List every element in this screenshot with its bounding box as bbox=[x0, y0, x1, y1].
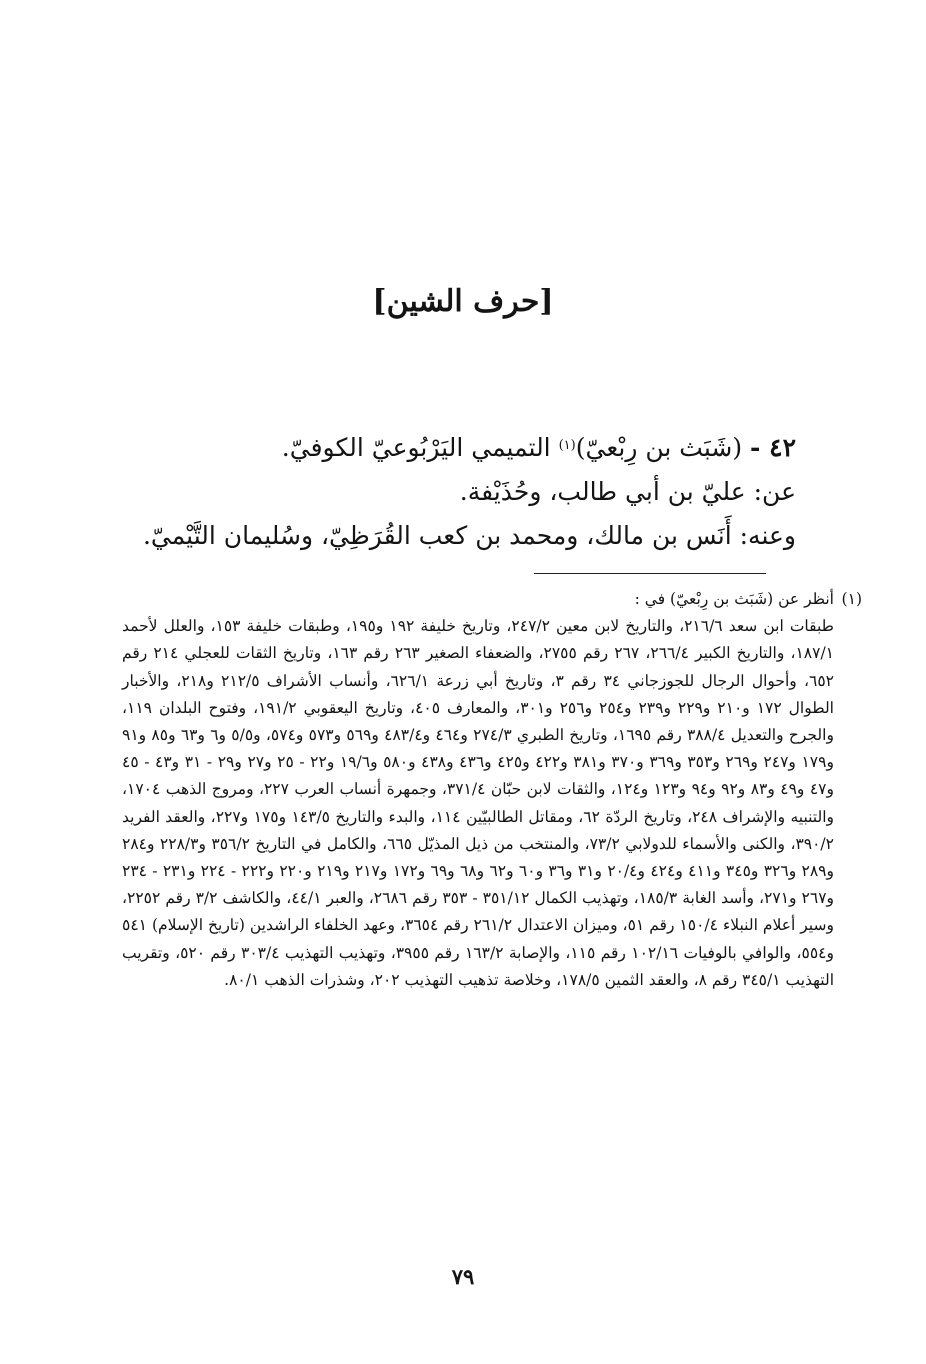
entry-narrators-line: وعنه: أَنَس بن مالك، ومحمد بن كعب القُرَظِيّ، وسُليمان التَّيْميّ. bbox=[142, 521, 796, 550]
chapter-heading: [حرف الشين] bbox=[372, 284, 554, 319]
page-number: ٧٩ bbox=[451, 1264, 475, 1289]
footnote-separator bbox=[534, 573, 766, 574]
footnote-heading: أنظر عن (شَبَث بن رِبْعيّ) في : bbox=[634, 590, 834, 608]
biography-entry bbox=[136, 426, 796, 558]
footnote bbox=[122, 586, 862, 994]
entry-number: ٤٢ - bbox=[750, 433, 796, 462]
footnote-heading-line bbox=[122, 586, 862, 613]
entry-name: (شَبَث بن رِبْعيّ) bbox=[575, 433, 743, 462]
entry-from-line: عن: عليّ بن أبي طالب، وحُذَيْفة. bbox=[459, 477, 796, 506]
entry-title-line bbox=[136, 426, 796, 470]
footnote-reference: (١) bbox=[558, 438, 576, 453]
entry-name-rest: التميمي اليَرْبُوعيّ الكوفيّ. bbox=[281, 433, 559, 462]
footnote-marker: (١) bbox=[841, 590, 862, 608]
footnote-body: طبقات ابن سعد ٢١٦/٦، والتاريخ لابن معين ٢٤٧/٢، وتاريخ خليفة ١٩٢ و١٩٥، وطبقات خليفة ١٥٣، والعلل لأحمد ١٨٧/١، والتاريخ الكبير ٢٦٦/٤، ٢٦٧ رقم ٢٧٥٥، والضعفاء الصغير ٢٦٣ رقم ١٦٣، وتاريخ الثقات للعجلي ٢١٤ رقم ٦٥٢، وأحوال الرجال للجوزجاني ٣٤ رقم ٣، وتاريخ أبي زرعة ٦٢٦/١، وأنساب الأشراف ٢١٢/٥ و٢١٨، والأخبار الطوال ١٧٢ و٢١٠ و٢٢٩ و٢٣٩ و٢٥٤ و٢٥٦ و٣٠١، والمعارف ٤٠٥، وتاريخ اليعقوبي ١٩١/٢، وفتوح البلدان ١١٩، والجرح والتعديل ٣٨٨/٤ رقم ١٦٩٥، وتاريخ الطبري ٢٧٤/٣ و٤٦٤ و٤٨٣/٤ و٥٦٩ و٥٧٣ و٥٧٤، و٥/٥ و٦ و٦٣ و٨٥ و٩١ و١٧٩ و٢٤٧ و٢٦٩ و٣٥٣ و٣٦٩ و٣٧٠ و٣٨١ و٤٢٢ و٤٢٥ و٤٣٦ و٤٣٨ و٥٨٠ و١٩/٦ و٢٢ - ٢٥ و٢٧ و٢٩ - ٣١ و٤٣ - ٤٥ و٤٧ و٤٩ و٨٣ و٩٢ و٩٤ و١٢٣ و١٢٤، والثقات لابن حبّان ٣٧١/٤، وجمهرة أنساب العرب ٢٢٧، ومروج الذهب ١٧٠٤، والتنبيه والإشراف ٢٤٨، وتاريخ الردّة ٦٢، ومقاتل الطالبيّين ١١٤، والبدء والتاريخ ١٤٣/٥ و١٧٥ و٢٢٧، والعقد الفريد ٣٩٠/٢، والكنى والأسماء للدولابي ٧٣/٢، والمنتخب من ذيل المذيّل ٦٦٥، والكامل في التاريخ ٣٥٦/٢ و٢٢٨/٣ و٢٨٤ و٢٨٩ و٣٢٦ و٣٤٥ و٤١١ و٤٢٤ و٢٠/٤ و٣١ و٣٦ و٦٠ و٦٢ و٦٨ و٦٩ و١٧٢ و٢١٧ و٢١٩ و٢٢٠ و٢٢٢ - ٢٢٤ و٢٣١ - ٢٣٤ و٢٦٧ و٢٧١، وأسد الغابة ١٨٥/٣، وتهذيب الكمال ٣٥١/١٢ - ٣٥٣ رقم ٢٦٨٦، والعبر ٤٤/١، والكاشف ٣/٢ رقم ٢٢٥٢، وسير أعلام النبلاء ١٥٠/٤ رقم ٥١، وميزان الاعتدال ٢٦١/٢ رقم ٣٦٥٤، وعهد الخلفاء الراشدين (تاريخ الإسلام) ٥٤١ و٥٥٤، والوافي بالوفيات ١٠٢/١٦ رقم ١١٥، والإصابة ١٦٣/٢ رقم ٣٩٥٥، وتهذيب التهذيب ٣٠٣/٤ رقم ٥٢٠، وتقريب التهذيب ٣٤٥/١ رقم ٨، والعقد الثمين ١٧٨/٥، وخلاصة تذهيب التهذيب ٢٠٢، وشذرات الذهب ٨٠/١. bbox=[122, 617, 835, 989]
